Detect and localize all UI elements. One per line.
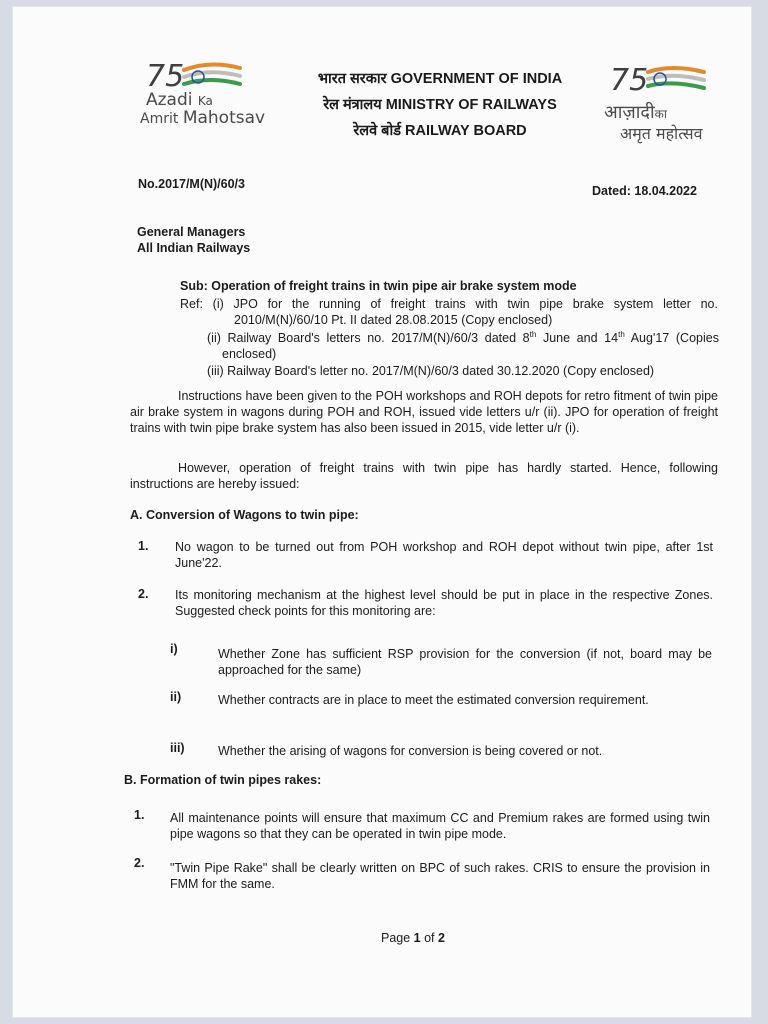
item-a1-text: No wagon to be turned out from POH workshop and ROH depot without twin pipe, after 1st June'22. [175,540,713,570]
item-a-ii-number: ii) [170,690,182,704]
logo-ka: Ka [197,94,213,108]
paragraph-operation: However, operation of freight trains with twin pipe has hardly started. Hence, following instructions are hereby issued: [130,461,718,491]
azadi-ka-amrit-mahotsav-logo-right [596,60,736,144]
item-a-i-number: i) [170,642,178,656]
item-a-i-text: Whether Zone has sufficient RSP provision for the conversion (if not, board may be approached for the same) [218,647,712,677]
azadi-ka-amrit-mahotsav-logo-left [140,56,280,132]
logo-line1: Azadi [146,90,193,110]
logo-hindi-line1: आज़ादी [604,102,655,123]
reference-3: (iii) Railway Board's letter no. 2017/M(N)/60/3 dated 30.12.2020 (Copy enclosed) [207,364,655,378]
letterhead [305,66,575,144]
logo-line3: Mahotsav [182,108,266,128]
reference-1-line2: 2010/M(N)/60/10 Pt. II dated 28.08.2015 (Copy enclosed) [234,313,553,327]
addressee-line1: General Managers [137,225,246,239]
paragraph-instructions: Instructions have been given to the POH workshops and ROH depots for retro fitment of twin pipe air brake system in wagons during POH and ROH, issued vide letters u/r (ii). JPO for operation of freight trains with twin pipe brake system has also been issued in 2015, vide letter u/r (i). [130,389,718,435]
letter-number: No.2017/M(N)/60/3 [138,177,245,191]
header-english-3: RAILWAY BOARD [405,123,527,139]
item-b2-number: 2. [134,856,145,870]
reference-1-line1: Ref: (i) JPO for the running of freight trains with twin pipe brake system letter no. [180,297,718,311]
item-b1-text: All maintenance points will ensure that maximum CC and Premium rakes are formed using twin pipe wagons so that they can be operated in twin pipe mode. [170,811,710,841]
item-a2-number: 2. [138,587,149,601]
logo-line2: Amrit [140,111,179,127]
reference-2-line1: (ii) Railway Board's letters no. 2017/M(N)/60/3 dated 8th June and 14th Aug'17 (Copies [207,329,719,345]
header-english-1: GOVERNMENT OF INDIA [390,71,563,87]
header-hindi-2: रेल मंत्रालय [323,97,382,113]
page-number: Page 1 of 2 [381,931,445,945]
letter-date: Dated: 18.04.2022 [592,184,697,198]
logo-75-emblem-icon [596,60,716,104]
item-a2-text: Its monitoring mechanism at the highest level should be put in place in the respective Zones. Suggested check points for this monitoring are: [175,588,713,618]
item-a1-number: 1. [138,539,149,553]
logo-number: 75 [146,59,185,94]
addressee-line2: All Indian Railways [137,241,251,255]
logo-number-right: 75 [610,63,649,98]
header-english-2: MINISTRY OF RAILWAYS [385,97,557,113]
reference-2-line2: enclosed) [222,347,277,361]
logo-hindi-line2: अमृत महोत्सव [620,124,703,143]
item-a-ii-text: Whether contracts are in place to meet the estimated conversion requirement. [218,693,649,707]
header-hindi-1: भारत सरकार [317,71,387,87]
item-a-iii-text: Whether the arising of wagons for conversion is being covered or not. [218,744,603,758]
item-b1-number: 1. [134,808,145,822]
header-hindi-3: रेलवे बोर्ड [353,123,401,139]
section-a-heading: A. Conversion of Wagons to twin pipe: [130,508,359,522]
item-b2-text: "Twin Pipe Rake" shall be clearly written on BPC of such rakes. CRIS to ensure the provision in FMM for the same. [170,861,710,891]
logo-hindi-ka: का [654,107,667,121]
subject-line: Sub: Operation of freight trains in twin pipe air brake system mode [180,279,577,293]
item-a-iii-number: iii) [170,741,185,755]
section-b-heading: B. Formation of twin pipes rakes: [124,773,322,787]
